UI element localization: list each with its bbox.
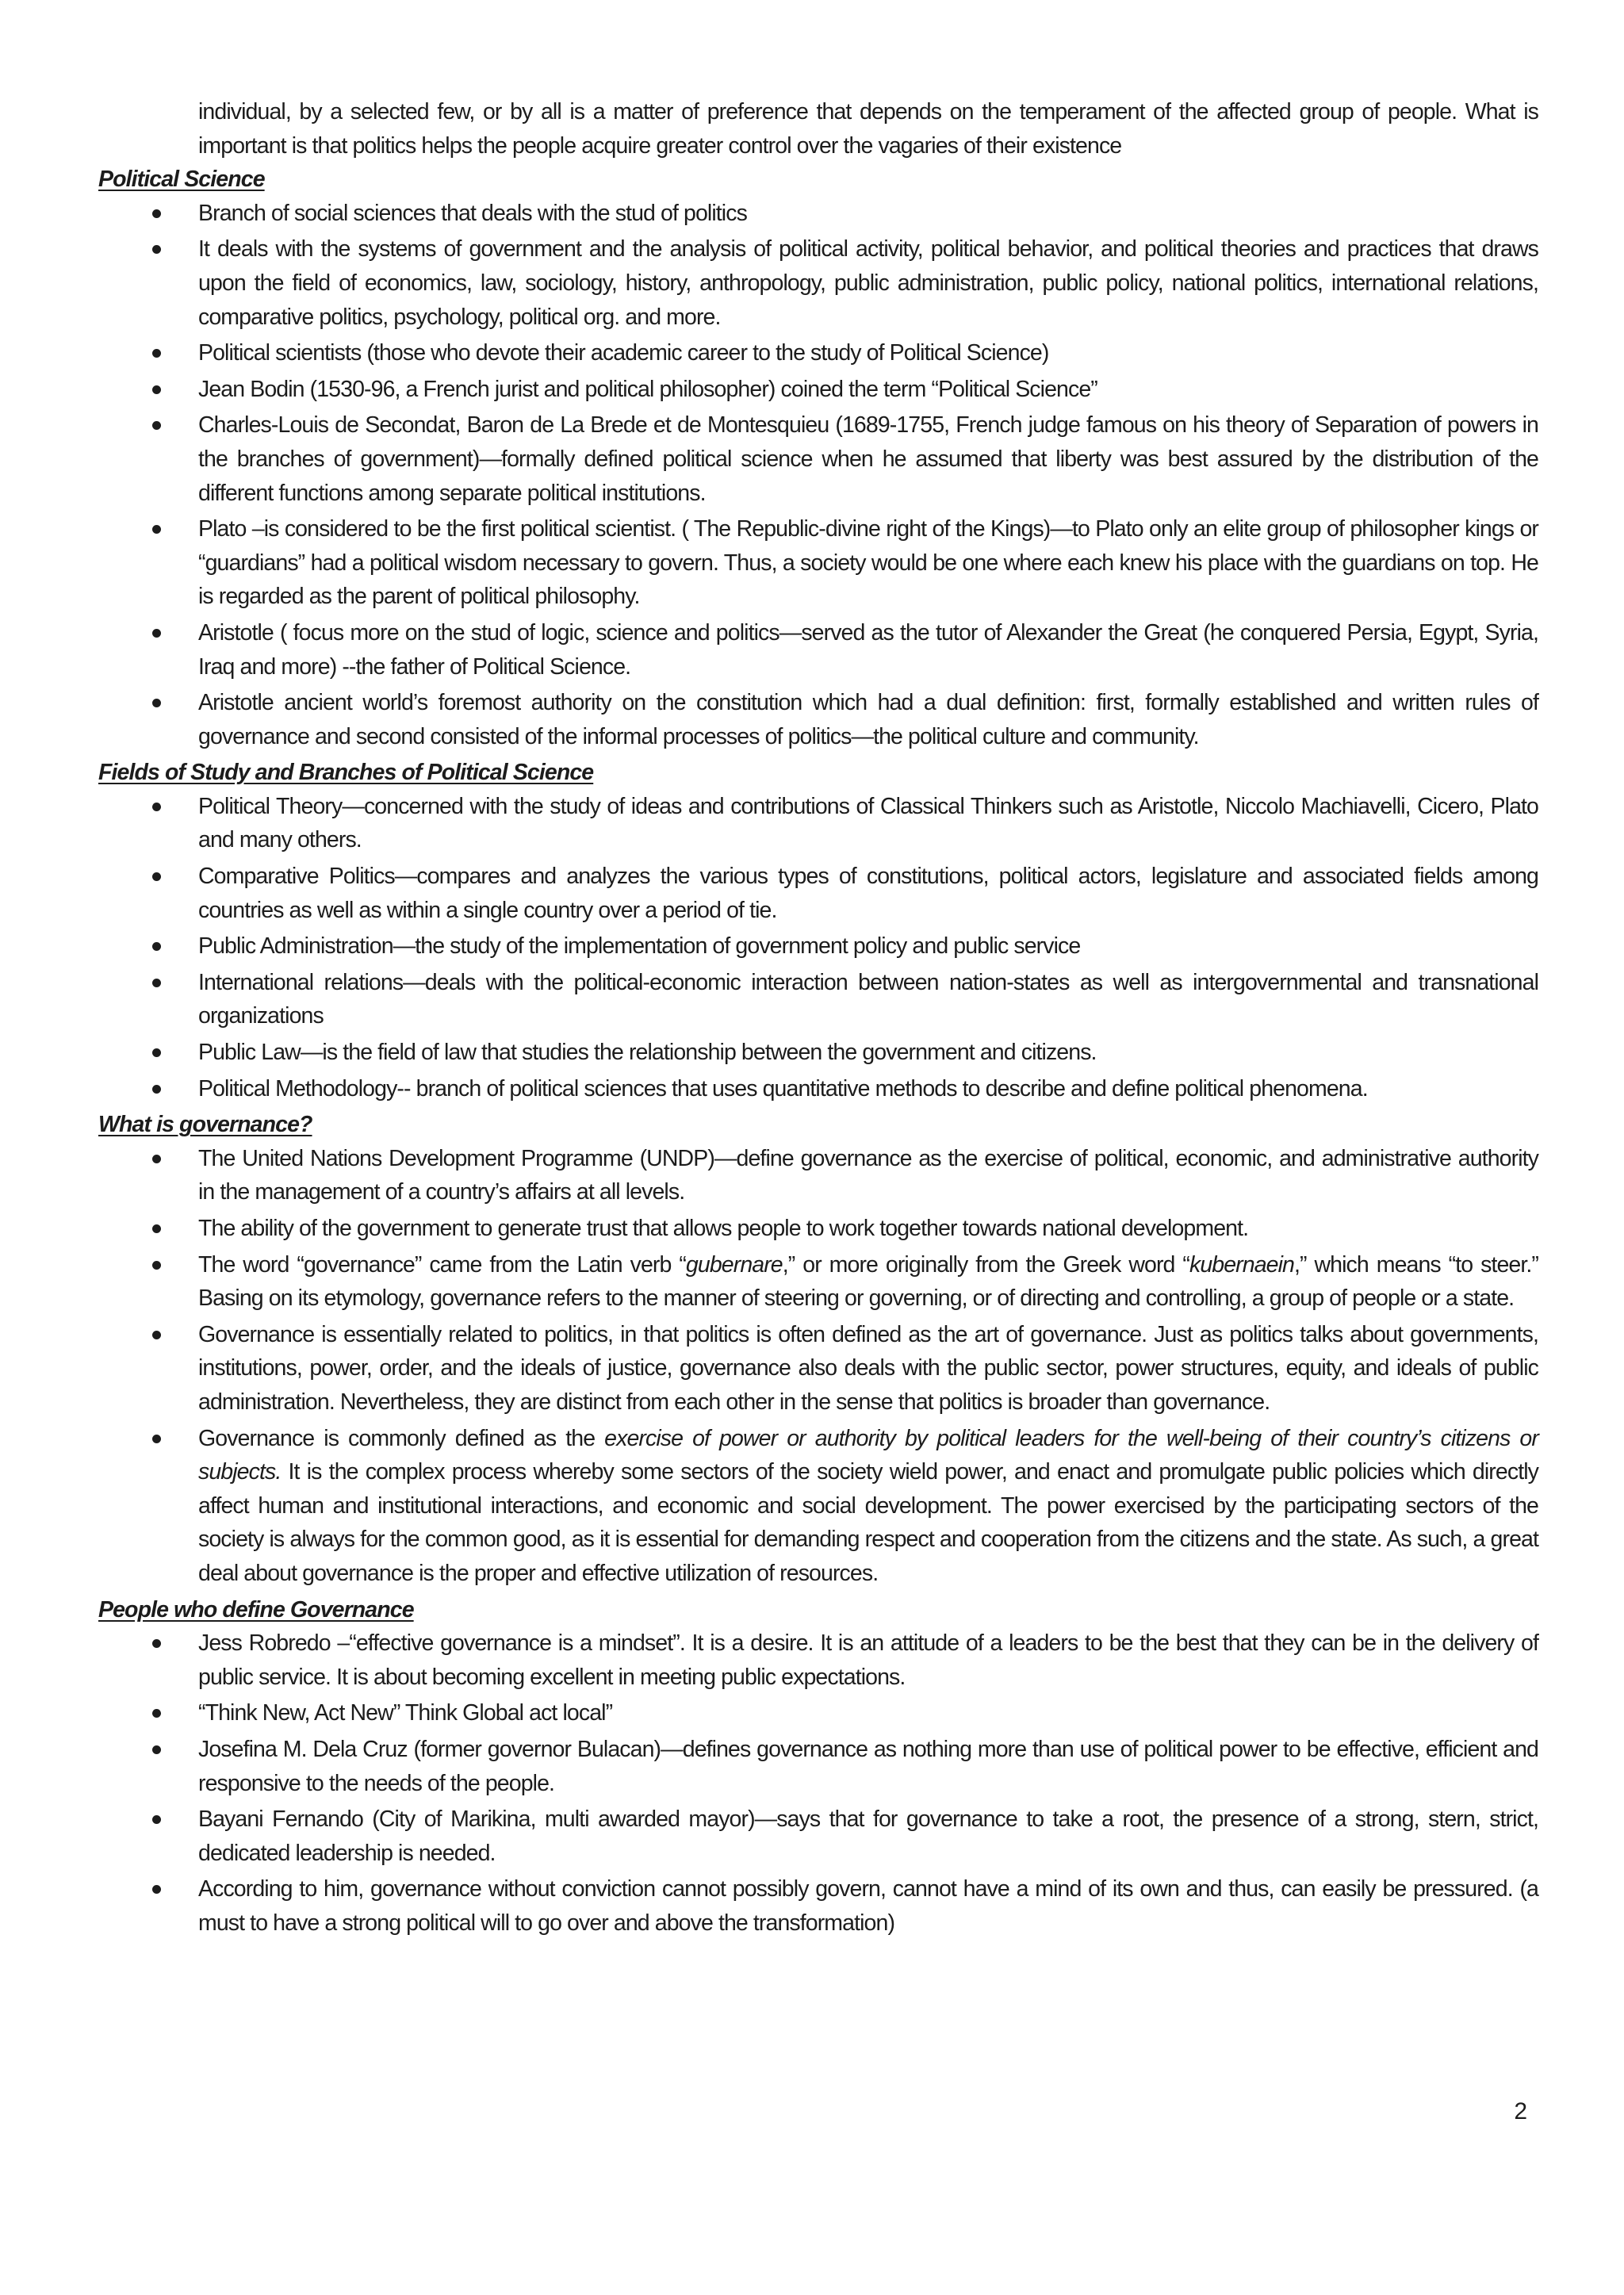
- intro-paragraph: individual, by a selected few, or by all is a matter of preference that depends on the temperament of the affected group of people. What is important is that politics helps the people acquire greater control over the vagaries of their existence: [198, 99, 1538, 159]
- section-what-is-governance: [98, 1108, 1538, 1590]
- bullet-icon: [152, 525, 161, 534]
- list-item: The United Nations Development Programme (UNDP)—define governance as the exercise of political, economic, and administrative authority in the management of a country’s affairs at all levels.: [98, 1142, 1538, 1209]
- bullet-icon: [152, 421, 161, 430]
- list-item: Public Administration—the study of the implementation of government policy and public service: [98, 929, 1538, 964]
- list-item: Governance is essentially related to politics, in that politics is often defined as the art of governance. Just as politics talks about governments, institutions, power, order, and the ideals of justice, governance also deals with the public sector, power structures, equity, and ideals of public administration. Nevertheless, they are distinct from each other in the sense that politics is broader than governance.: [98, 1318, 1538, 1420]
- bullet-icon: [152, 1331, 161, 1339]
- section-fields-of-study: [98, 756, 1538, 1105]
- list-item: Aristotle ( focus more on the stud of logic, science and politics—served as the tutor of Alexander the Great (he conquered Persia, Egypt, Syria, Iraq and more) --the father of Political Science.: [98, 616, 1538, 684]
- bullet-icon: [152, 1048, 161, 1057]
- bullet-icon: [152, 1155, 161, 1163]
- bullet-icon: [152, 1261, 161, 1270]
- list-item: Branch of social sciences that deals with the stud of politics: [98, 197, 1538, 231]
- bullet-icon: [152, 349, 161, 358]
- list-item: Political Methodology-- branch of political sciences that uses quantitative methods to describe and define political phenomena.: [98, 1072, 1538, 1106]
- list-item: Political scientists (those who devote their academic career to the study of Political Science): [98, 336, 1538, 370]
- list-item: International relations—deals with the political-economic interaction between nation-states as well as intergovernmental and transnational organizations: [98, 966, 1538, 1033]
- bullet-icon: [152, 1885, 161, 1894]
- section-people-who-define-governance: [98, 1593, 1538, 1941]
- bullet-list: [98, 1142, 1538, 1591]
- list-item: “Think New, Act New” Think Global act local”: [98, 1696, 1538, 1730]
- bullet-icon: [152, 1639, 161, 1648]
- bullet-icon: [152, 1815, 161, 1824]
- section-heading: What is governance?: [98, 1112, 312, 1138]
- list-item: Jean Bodin (1530-96, a French jurist and political philosopher) coined the term “Political Science”: [98, 373, 1538, 407]
- bullet-icon: [152, 1709, 161, 1718]
- bullet-icon: [152, 1085, 161, 1094]
- section-political-science: [98, 163, 1538, 753]
- list-item: Josefina M. Dela Cruz (former governor Bulacan)—defines governance as nothing more than use of political power to be effective, efficient and responsive to the needs of the people.: [98, 1733, 1538, 1800]
- list-item: Jess Robredo –“effective governance is a mindset”. It is a desire. It is an attitude of a leaders to be the best that they can be in the delivery of public service. It is about becoming excellent in meeting public expectations.: [98, 1626, 1538, 1694]
- bullet-list: [98, 1626, 1538, 1940]
- list-item: Bayani Fernando (City of Marikina, multi awarded mayor)—says that for governance to take a root, the presence of a strong, stern, strict, dedicated leadership is needed.: [98, 1803, 1538, 1870]
- list-item: Governance is commonly defined as the exercise of power or authority by political leaders for the well-being of their country’s citizens or subjects. It is the complex process whereby some sectors of the society wield power, and enact and promulgate public policies which directly affect human and institutional interactions, and economic and social development. The power exercised by the participating sectors of the society is always for the common good, as it is essential for demanding respect and cooperation from the citizens and the state. As such, a great deal about governance is the proper and effective utilization of resources.: [98, 1422, 1538, 1591]
- bullet-icon: [152, 245, 161, 254]
- bullet-list: [98, 197, 1538, 754]
- bullet-icon: [152, 942, 161, 951]
- list-item: Political Theory—concerned with the study of ideas and contributions of Classical Thinkers such as Aristotle, Niccolo Machiavelli, Cicero, Plato and many others.: [98, 790, 1538, 857]
- list-item: According to him, governance without conviction cannot possibly govern, cannot have a mind of its own and thus, can easily be pressured. (a must to have a strong political will to go over and above the transformation): [98, 1872, 1538, 1940]
- bullet-list: [98, 790, 1538, 1105]
- bullet-icon: [152, 629, 161, 638]
- bullet-icon: [152, 803, 161, 811]
- bullet-icon: [152, 1435, 161, 1443]
- list-item: The word “governance” came from the Latin verb “gubernare,” or more originally from the Greek word “kubernaein,” which means “to steer.” Basing on its etymology, governance refers to the manner of steering or governing, or of directing and controlling, a group of people or a state.: [98, 1248, 1538, 1316]
- bullet-icon: [152, 1224, 161, 1233]
- list-item: Charles-Louis de Secondat, Baron de La Brede et de Montesquieu (1689-1755, French judge famous on his theory of Separation of powers in the branches of government)—formally defined political science when he assumed that liberty was best assured by the distribution of the different functions among separate political institutions.: [98, 408, 1538, 510]
- list-item: The ability of the government to generate trust that allows people to work together towards national development.: [98, 1212, 1538, 1246]
- section-heading: People who define Governance: [98, 1596, 414, 1623]
- section-heading: Fields of Study and Branches of Political Science: [98, 760, 594, 786]
- bullet-icon: [152, 209, 161, 218]
- bullet-icon: [152, 872, 161, 881]
- page-number: 2: [1514, 2098, 1527, 2125]
- list-item: Aristotle ancient world’s foremost authority on the constitution which had a dual definition: first, formally established and written rules of governance and second consisted of the informal processes of politics—the political culture and community.: [98, 686, 1538, 753]
- bullet-icon: [152, 1745, 161, 1754]
- bullet-icon: [152, 385, 161, 394]
- list-item: It deals with the systems of government and the analysis of political activity, political behavior, and political theories and practices that draws upon the field of economics, law, sociology, history, anthropology, public administration, public policy, national politics, international relations, comparative politics, psychology, political org. and more.: [98, 232, 1538, 334]
- list-item: Comparative Politics—compares and analyzes the various types of constitutions, political actors, legislature and associated fields among countries as well as within a single country over a period of tie.: [98, 860, 1538, 927]
- list-item: Plato –is considered to be the first political scientist. ( The Republic-divine right of the Kings)—to Plato only an elite group of philosopher kings or “guardians” had a political wisdom necessary to govern. Thus, a society would be one where each knew his place with the guardians on top. He is regarded as the parent of political philosophy.: [98, 512, 1538, 614]
- bullet-icon: [152, 979, 161, 987]
- section-heading: Political Science: [98, 167, 265, 193]
- list-item: Public Law—is the field of law that studies the relationship between the government and citizens.: [98, 1036, 1538, 1070]
- bullet-icon: [152, 699, 161, 707]
